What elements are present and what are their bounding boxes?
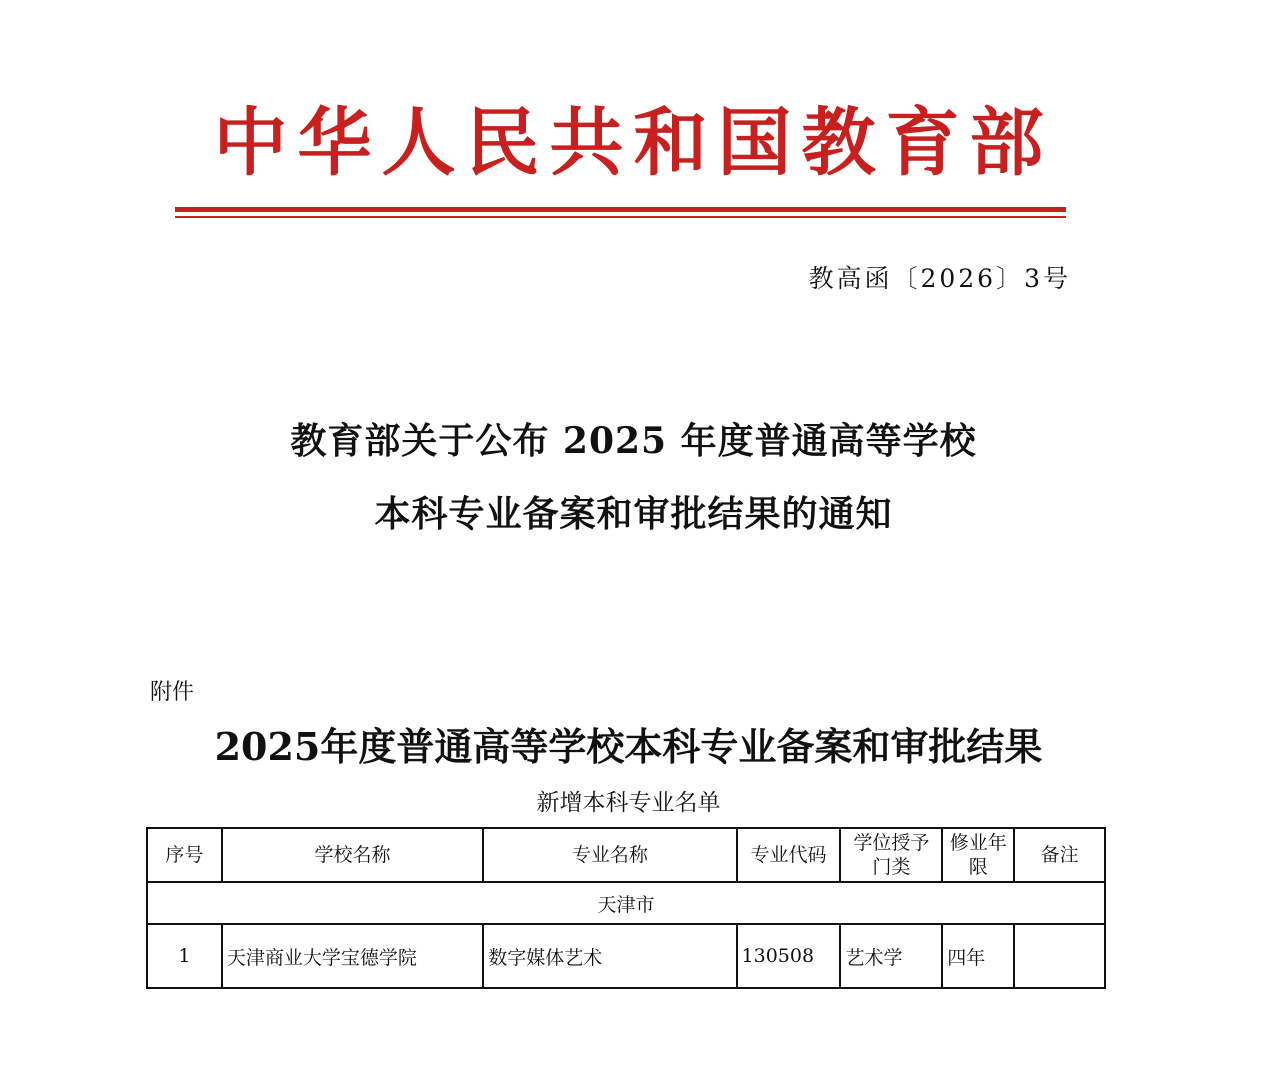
header-seq: 序号 xyxy=(147,828,222,882)
letterhead-rule-thin xyxy=(175,216,1066,218)
region-name: 天津市 xyxy=(147,882,1105,924)
notice-title-line2: 本科专业备案和审批结果的通知 xyxy=(374,493,893,535)
header-code: 专业代码 xyxy=(737,828,841,882)
table-row xyxy=(147,924,1105,988)
cell-remark xyxy=(1014,924,1105,988)
letterhead-title: 中华人民共和国教育部 xyxy=(213,100,1054,186)
region-row xyxy=(147,882,1105,924)
header-school: 学校名称 xyxy=(222,828,483,882)
table-header-row xyxy=(147,828,1105,882)
header-duration: 修业年限 xyxy=(942,828,1014,882)
attachment-title: 2025年度普通高等学校本科专业备案和审批结果 xyxy=(214,724,1043,769)
letterhead-rule-thick xyxy=(175,207,1066,212)
cell-duration: 四年 xyxy=(942,924,1014,988)
cell-degree: 艺术学 xyxy=(840,924,942,988)
cell-school: 天津商业大学宝德学院 xyxy=(222,924,483,988)
cell-code: 130508 xyxy=(737,924,841,988)
document-number: 教高函〔2026〕3号 xyxy=(808,264,1071,293)
cell-seq: 1 xyxy=(147,924,222,988)
majors-table xyxy=(146,827,1106,989)
list-subtitle: 新增本科专业名单 xyxy=(536,790,721,816)
header-degree: 学位授予门类 xyxy=(840,828,942,882)
notice-title-line1: 教育部关于公布 2025 年度普通高等学校 xyxy=(290,420,977,462)
attachment-label: 附件 xyxy=(150,680,195,705)
header-major: 专业名称 xyxy=(483,828,736,882)
header-remark: 备注 xyxy=(1014,828,1105,882)
cell-major: 数字媒体艺术 xyxy=(483,924,736,988)
